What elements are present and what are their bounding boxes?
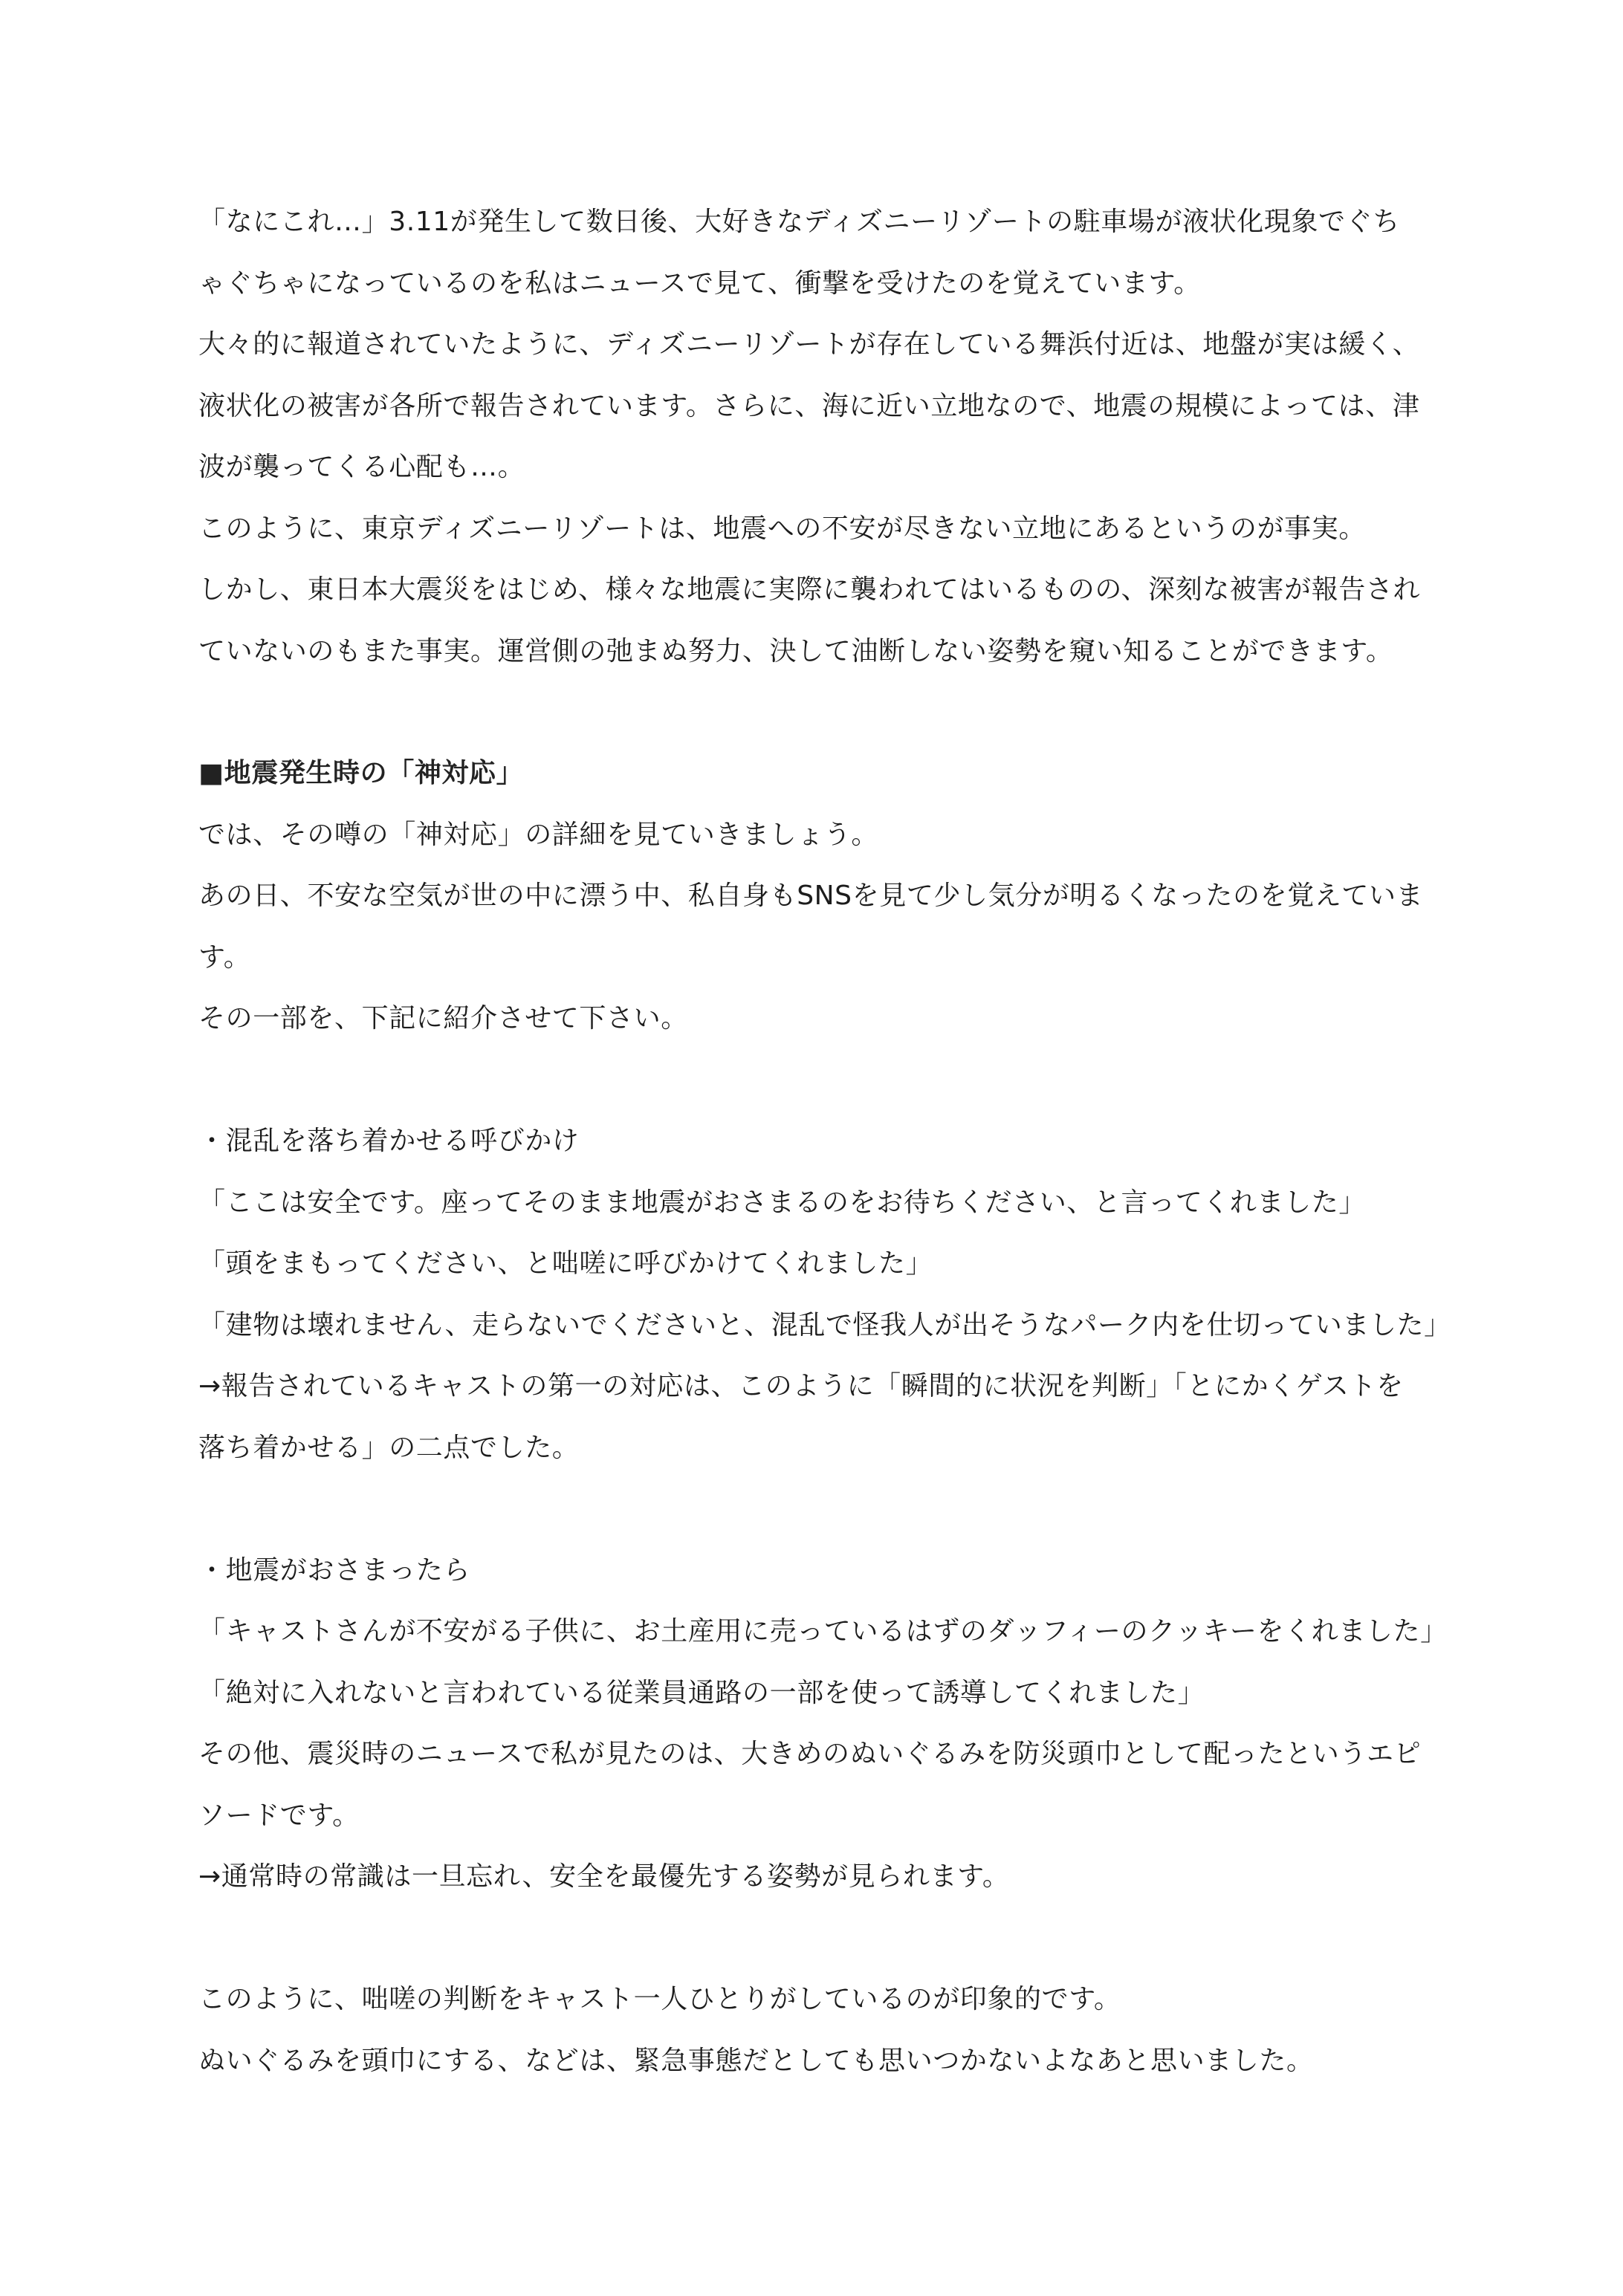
summary-line-3: →通常時の常識は一旦忘れ、安全を最優先する姿勢が見られます。 bbox=[198, 1861, 1010, 1892]
section-heading: ■地震発生時の「神対応」 bbox=[198, 758, 524, 788]
quote-line-1: 「ここは安全です。座ってそのまま地震がおさまるのをお待ちください、と言ってくれました」 bbox=[198, 1187, 1366, 1218]
bullet-calming-call: ・混乱を落ち着かせる呼びかけ bbox=[198, 1126, 580, 1156]
episode-line-1: その他、震災時のニュースで私が見たのは、大きめのぬいぐるみを防災頭巾として配ったというエピ bbox=[198, 1739, 1422, 1769]
intro-paragraph-line-3: 大々的に報道されていたように、ディズニーリゾートが存在している舞浜付近は、地盤が実は緩く、 bbox=[198, 329, 1420, 360]
section-paragraph-line-2: あの日、不安な空気が世の中に漂う中、私自身もSNSを見て少し気分が明るくなったのを覚えていま bbox=[198, 881, 1424, 911]
summary-line-1: →報告されているキャストの第一の対応は、このように「瞬間的に状況を判断」「とにかくゲストを bbox=[198, 1371, 1404, 1401]
summary-line-2: 落ち着かせる」の二点でした。 bbox=[198, 1433, 580, 1463]
quote-line-2: 「頭をまもってください、と咄嗟に呼びかけてくれました」 bbox=[198, 1248, 933, 1279]
section-paragraph-line-4: その一部を、下記に紹介させて下さい。 bbox=[198, 1003, 688, 1034]
section-paragraph-line-1: では、その噂の「神対応」の詳細を見ていきましょう。 bbox=[198, 820, 879, 850]
closing-line-1: このように、咄嗟の判断をキャスト一人ひとりがしているのが印象的です。 bbox=[198, 1984, 1121, 2014]
intro-paragraph-line-6: このように、東京ディズニーリゾートは、地震への不安が尽きない立地にあるというのが事実。 bbox=[198, 513, 1366, 544]
quote-line-5: 「絶対に入れないと言われている従業員通路の一部を使って誘導してくれました」 bbox=[198, 1678, 1205, 1708]
quote-line-4: 「キャストさんが不安がる子供に、お土産用に売っているはずのダッフィーのクッキーをくれました」 bbox=[198, 1616, 1448, 1647]
intro-paragraph-line-7: しかし、東日本大震災をはじめ、様々な地震に実際に襲われてはいるものの、深刻な被害が報告され bbox=[198, 574, 1421, 605]
intro-paragraph-line-8: ていないのもまた事実。運営側の弛まぬ努力、決して油断しない姿勢を窺い知ることができます。 bbox=[198, 636, 1393, 667]
intro-paragraph-line-1: 「なにこれ…」3.11が発生して数日後、大好きなディズニーリゾートの駐車場が液状化現象でぐち bbox=[198, 207, 1400, 237]
quote-line-3: 「建物は壊れません、走らないでくださいと、混乱で怪我人が出そうなパーク内を仕切っていました」 bbox=[198, 1310, 1451, 1340]
intro-paragraph-line-5: 波が襲ってくる心配も…。 bbox=[198, 452, 525, 482]
bullet-after-quake: ・地震がおさまったら bbox=[198, 1555, 471, 1586]
section-paragraph-line-3: す。 bbox=[198, 942, 251, 973]
intro-paragraph-line-2: ゃぐちゃになっているのを私はニュースで見て、衝撃を受けたのを覚えています。 bbox=[198, 268, 1201, 299]
intro-paragraph-line-4: 液状化の被害が各所で報告されています。さらに、海に近い立地なので、地震の規模によっては、津 bbox=[198, 391, 1420, 421]
episode-line-2: ソードです。 bbox=[198, 1800, 360, 1831]
closing-line-2: ぬいぐるみを頭巾にする、などは、緊急事態だとしても思いつかないよなあと思いました。 bbox=[198, 2046, 1314, 2076]
